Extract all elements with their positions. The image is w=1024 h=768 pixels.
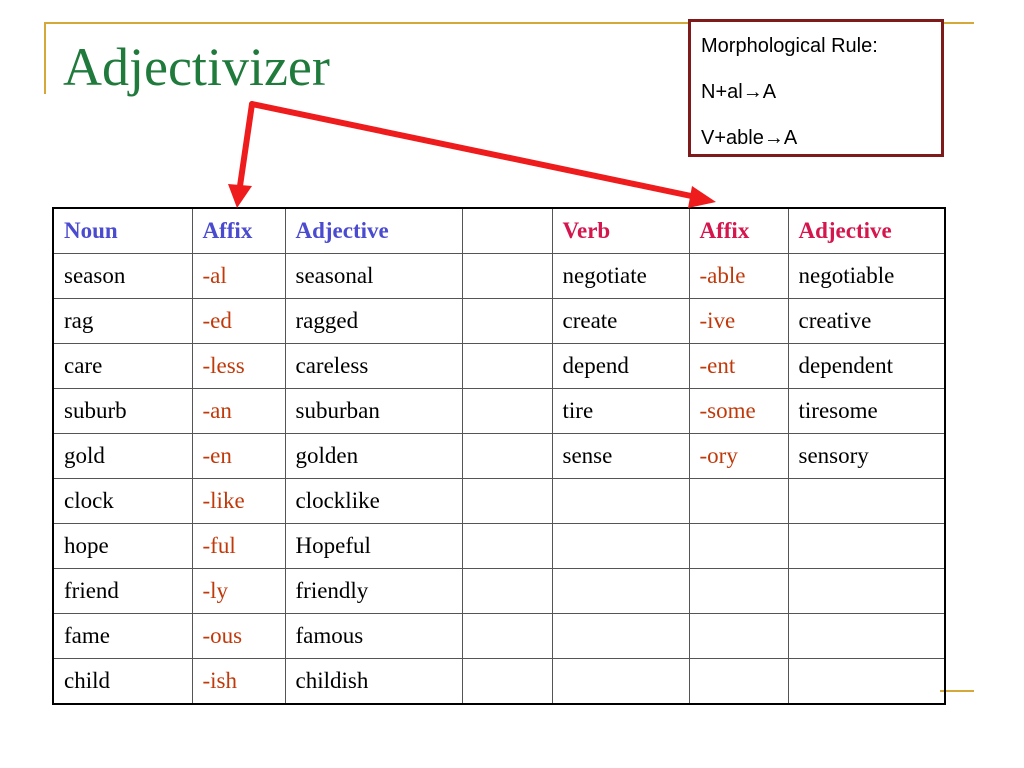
spacer-cell [462,524,552,569]
verb-affix-cell: -ory [689,434,788,479]
right-arrow-icon: → [742,81,763,103]
noun-affix-cell: -ed [192,299,285,344]
rule-1-left: N+al [701,81,743,103]
table-row [53,344,945,389]
verb-affix-cell: -some [689,389,788,434]
spacer-cell [462,614,552,659]
noun-adjective-cell: ragged [285,299,462,344]
decorative-line-left [44,22,46,94]
table-row [53,254,945,299]
table-row [53,614,945,659]
noun-cell: gold [53,434,192,479]
verb-cell: sense [552,434,689,479]
header-noun: Noun [53,208,192,254]
verb-cell [552,659,689,705]
noun-cell: suburb [53,389,192,434]
rule-heading: Morphological Rule: [701,35,878,57]
verb-adjective-cell: sensory [788,434,945,479]
table-row [53,569,945,614]
spacer-cell [462,344,552,389]
spacer-cell [462,569,552,614]
header-adjective-verb: Adjective [788,208,945,254]
slide-title: Adjectivizer [63,37,330,97]
verb-cell: tire [552,389,689,434]
right-arrow-icon: → [763,127,784,149]
header-affix-noun: Affix [192,208,285,254]
affix-table [52,207,946,705]
spacer-cell [462,389,552,434]
noun-affix-cell: -ish [192,659,285,705]
table-row [53,299,945,344]
header-verb: Verb [552,208,689,254]
verb-cell: create [552,299,689,344]
table-row [53,659,945,705]
red-arrow-icon [252,104,716,208]
spacer-cell [462,479,552,524]
noun-affix-cell: -less [192,344,285,389]
spacer-cell [462,659,552,705]
noun-affix-cell: -like [192,479,285,524]
noun-affix-cell: -an [192,389,285,434]
verb-adjective-cell: dependent [788,344,945,389]
noun-affix-cell: -ful [192,524,285,569]
verb-adjective-cell [788,524,945,569]
verb-affix-cell: -able [689,254,788,299]
verb-adjective-cell [788,659,945,705]
verb-affix-cell [689,614,788,659]
noun-cell: hope [53,524,192,569]
verb-affix-cell [689,569,788,614]
table-row [53,479,945,524]
noun-cell: rag [53,299,192,344]
header-adjective-noun: Adjective [285,208,462,254]
noun-adjective-cell: clocklike [285,479,462,524]
verb-affix-cell [689,659,788,705]
noun-adjective-cell: childish [285,659,462,705]
verb-cell: negotiate [552,254,689,299]
rule-noun-al [701,77,941,123]
morphological-rule-box [688,19,944,157]
noun-affix-cell: -en [192,434,285,479]
noun-cell: season [53,254,192,299]
rule-2-right: A [783,127,798,149]
verb-adjective-cell [788,614,945,659]
noun-cell: care [53,344,192,389]
red-arrow-icon [228,104,252,208]
table-header-row [53,208,945,254]
noun-affix-cell: -al [192,254,285,299]
noun-adjective-cell: golden [285,434,462,479]
verb-affix-cell: -ent [689,344,788,389]
verb-adjective-cell: negotiable [788,254,945,299]
rule-verb-able [701,123,941,169]
noun-cell: fame [53,614,192,659]
verb-affix-cell [689,524,788,569]
verb-adjective-cell: creative [788,299,945,344]
verb-cell [552,524,689,569]
noun-adjective-cell: seasonal [285,254,462,299]
table-row [53,389,945,434]
verb-cell [552,479,689,524]
noun-cell: friend [53,569,192,614]
noun-adjective-cell: Hopeful [285,524,462,569]
spacer-cell [462,434,552,479]
verb-adjective-cell [788,479,945,524]
noun-adjective-cell: friendly [285,569,462,614]
noun-adjective-cell: suburban [285,389,462,434]
verb-affix-cell [689,479,788,524]
header-spacer [462,208,552,254]
spacer-cell [462,299,552,344]
noun-affix-cell: -ous [192,614,285,659]
table-row [53,434,945,479]
verb-cell [552,569,689,614]
header-affix-verb: Affix [689,208,788,254]
verb-cell: depend [552,344,689,389]
noun-cell: clock [53,479,192,524]
verb-adjective-cell [788,569,945,614]
noun-affix-cell: -ly [192,569,285,614]
noun-adjective-cell: famous [285,614,462,659]
noun-adjective-cell: careless [285,344,462,389]
rule-2-left: V+able [701,127,764,149]
verb-cell [552,614,689,659]
table-row [53,524,945,569]
noun-cell: child [53,659,192,705]
spacer-cell [462,254,552,299]
rule-1-right: A [762,81,777,103]
verb-affix-cell: -ive [689,299,788,344]
verb-adjective-cell: tiresome [788,389,945,434]
